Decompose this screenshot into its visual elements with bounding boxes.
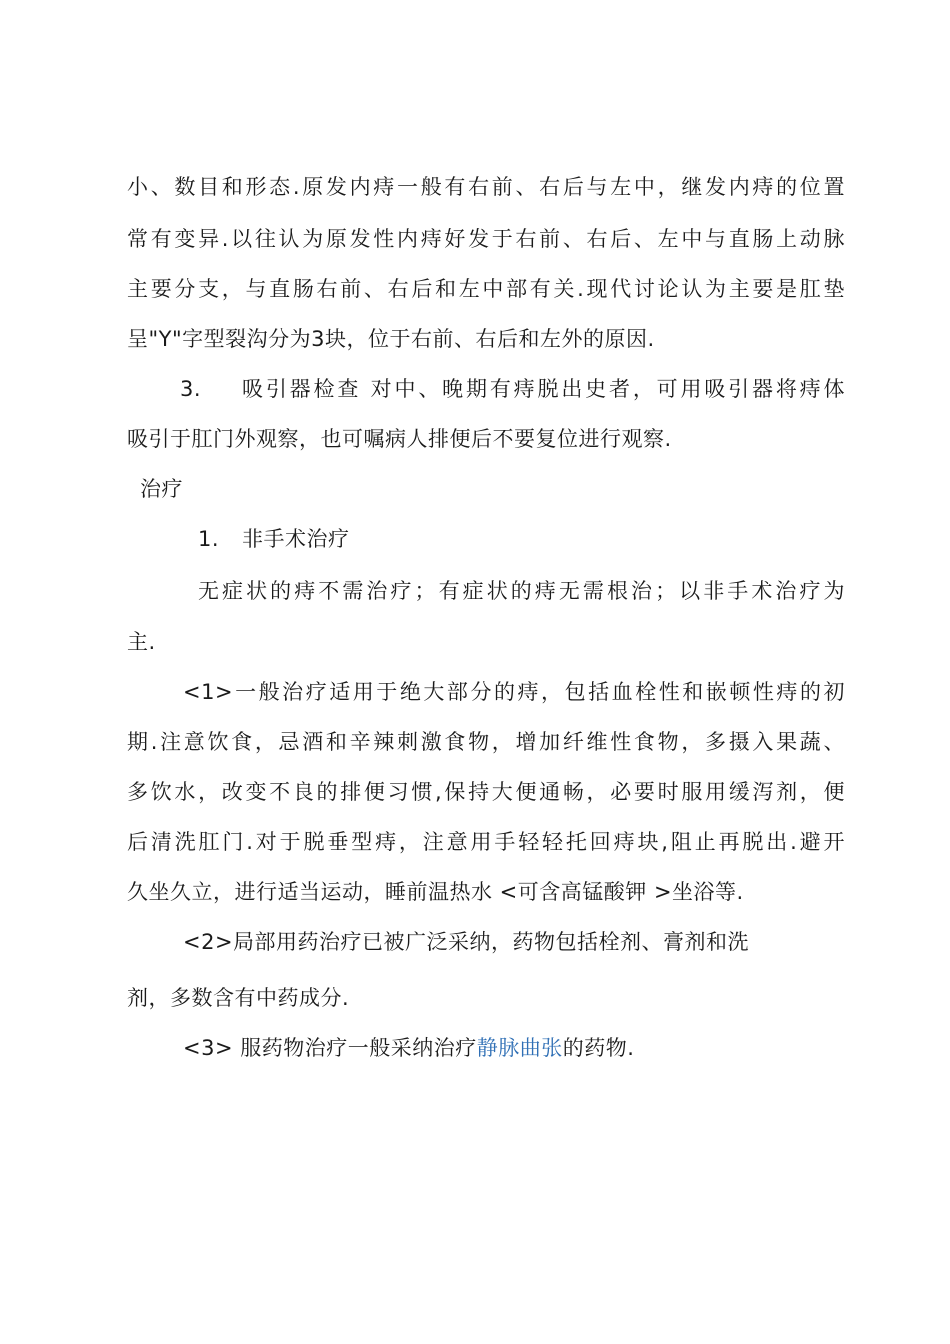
subsection-number: 1. [198, 527, 220, 551]
point3-prefix: <3> 服药物治疗一般采纳治疗 [183, 1036, 477, 1060]
subsection-title: 非手术治疗 [242, 527, 350, 551]
paragraph-line: 多饮水，改变不良的排便习惯,保持大便通畅，必要时服用缓泻剂，便 [127, 780, 845, 804]
paragraph-line: 无症状的痔不需治疗；有症状的痔无需根治；以非手术治疗为 [198, 579, 845, 603]
list-item-text: 吸引器检查 对中、晚期有痔脱出史者，可用吸引器将痔体 [242, 377, 845, 401]
paragraph-line: 剂，多数含有中药成分. [127, 986, 350, 1010]
paragraph-line: 久坐久立，进行适当运动，睡前温热水 <可含高锰酸钾 >坐浴等. [127, 880, 744, 904]
point3-suffix: 的药物. [562, 1036, 635, 1060]
list-item-text: 吸引于肛门外观察，也可嘱病人排便后不要复位进行观察. [127, 427, 672, 451]
paragraph-line: 主. [127, 630, 156, 654]
paragraph-line: 呈"Y"字型裂沟分为3块，位于右前、右后和左外的原因. [127, 327, 655, 351]
paragraph-line [183, 1033, 634, 1063]
paragraph-line: <2>局部用药治疗已被广泛采纳，药物包括栓剂、膏剂和洗 [183, 930, 750, 954]
paragraph-line: 期.注意饮食，忌酒和辛辣刺激食物，增加纤维性食物，多摄入果蔬、 [127, 730, 845, 754]
paragraph-line: 常有变异.以往认为原发性内痔好发于右前、右后、左中与直肠上动脉 [127, 227, 845, 251]
list-number: 3. [180, 377, 202, 401]
paragraph-line: <1>一般治疗适用于绝大部分的痔，包括血栓性和嵌顿性痔的初 [183, 680, 845, 704]
varicose-veins-link[interactable]: 静脉曲张 [476, 1036, 563, 1060]
paragraph-line: 后清洗肛门.对于脱垂型痔，注意用手轻轻托回痔块,阻止再脱出.避开 [127, 830, 845, 854]
paragraph-line: 小、数目和形态.原发内痔一般有右前、右后与左中，继发内痔的位置 [127, 175, 845, 199]
paragraph-line: 主要分支，与直肠右前、右后和左中部有关.现代讨论认为主要是肛垫 [127, 277, 845, 301]
section-heading: 治疗 [140, 477, 183, 501]
